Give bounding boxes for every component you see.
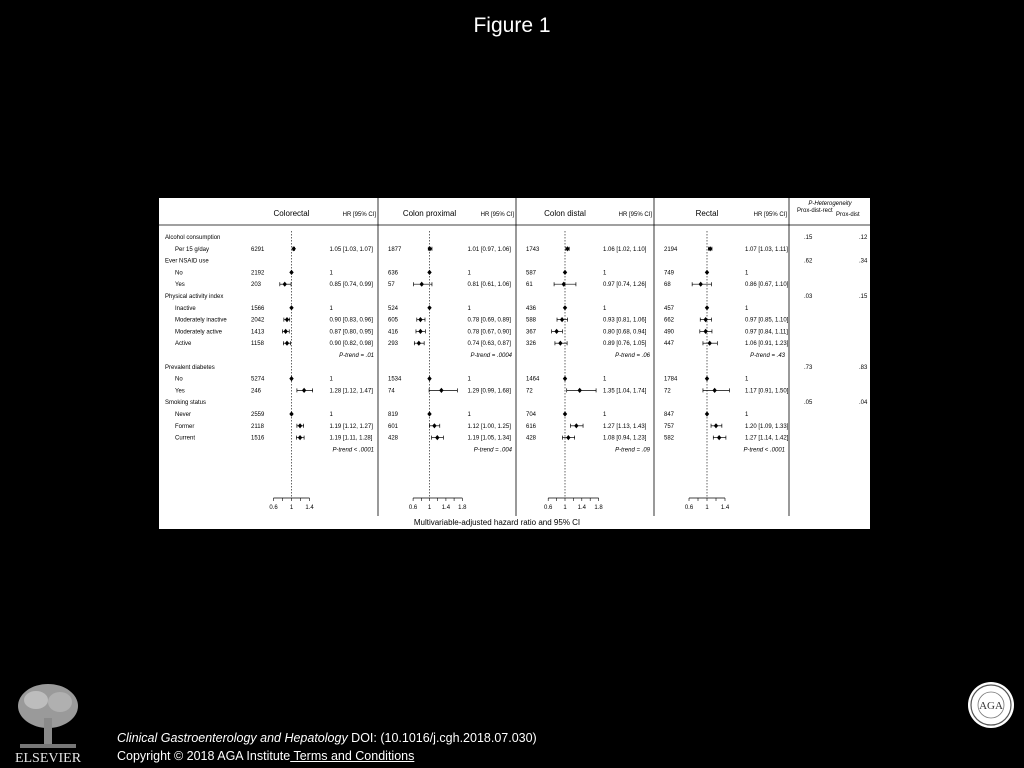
elsevier-tree-icon: [18, 684, 78, 748]
hr-estimate-text: 1.17 [0.91, 1.50]: [745, 388, 789, 395]
case-count: 1534: [388, 376, 402, 383]
x-tick-label: 1.4: [441, 505, 451, 511]
x-tick-label: 1.8: [458, 505, 467, 511]
hr-estimate-text: 1.20 [1.09, 1.33]: [745, 423, 789, 430]
case-count: 757: [664, 423, 675, 430]
case-count: 1158: [251, 341, 264, 348]
aga-seal-icon: [966, 680, 1016, 730]
hr-point: [418, 329, 422, 334]
hr-estimate-text: 0.90 [0.82, 0.98]: [329, 341, 373, 348]
hr-estimate-text: 1: [467, 376, 471, 383]
heterogeneity-value: .83: [859, 364, 868, 371]
hr-point: [699, 282, 703, 287]
hr-estimate-text: 1.01 [0.97, 1.06]: [467, 246, 511, 253]
hr-point: [705, 376, 709, 381]
hr-point: [714, 423, 718, 428]
case-count: 582: [664, 435, 675, 442]
x-axis-title: Multivariable-adjusted hazard ratio and 95% CI: [413, 518, 581, 527]
case-count: 616: [526, 423, 537, 430]
case-count: 1464: [526, 376, 540, 383]
group-label: Prevalent diabetes: [165, 364, 215, 371]
row-label: Inactive: [175, 305, 196, 312]
x-tick-label: 1.4: [305, 505, 314, 511]
hr-point: [705, 305, 709, 310]
group-label: Physical activity index: [165, 294, 224, 300]
forest-plot: [159, 198, 870, 529]
hr-point: [563, 411, 567, 416]
hr-estimate-text: 0.87 [0.80, 0.95]: [329, 329, 373, 336]
case-count: 61: [526, 282, 533, 289]
case-count: 72: [664, 388, 671, 395]
hr-estimate-text: 1: [329, 270, 333, 277]
copyright-line: [117, 749, 414, 763]
hr-estimate-text: 1: [329, 412, 333, 418]
hr-point: [417, 341, 421, 346]
elsevier-wordmark: ELSEVIER: [14, 751, 82, 764]
group-label: Alcohol consumption: [165, 235, 221, 241]
heterogeneity-value: .12: [859, 235, 868, 241]
hr-column-header: HR [95% CI]: [342, 212, 376, 218]
case-count: 416: [388, 329, 399, 336]
hr-estimate-text: 1: [745, 376, 749, 383]
x-tick-label: 0.6: [684, 505, 694, 511]
hr-point: [298, 423, 302, 428]
p-trend-text: P-trend < .0001: [743, 447, 785, 454]
copyright-text: Copyright © 2018 AGA Institute: [117, 749, 291, 763]
case-count: 457: [664, 305, 675, 312]
case-count: 68: [664, 282, 671, 289]
hr-point: [427, 270, 431, 275]
heterogeneity-col-1-header: Prox-dist-rect: [797, 208, 833, 214]
case-count: 636: [388, 270, 399, 277]
hr-estimate-text: 1.06 [1.02, 1.10]: [603, 246, 647, 253]
x-tick-label: 1: [289, 505, 294, 511]
hr-estimate-text: 1: [467, 412, 471, 418]
case-count: 293: [388, 341, 399, 348]
group-label: Ever NSAID use: [165, 258, 209, 265]
hr-point: [563, 270, 567, 275]
case-count: 662: [664, 317, 675, 324]
hr-estimate-text: 0.81 [0.61, 1.06]: [467, 282, 511, 289]
row-label: Yes: [175, 388, 185, 395]
case-count: 5274: [251, 376, 265, 383]
x-tick-label: 0.6: [269, 505, 278, 511]
hr-point: [554, 329, 558, 334]
p-trend-text: P-trend = .01: [339, 353, 374, 359]
case-count: 2118: [251, 423, 264, 430]
hr-point: [566, 435, 570, 440]
case-count: 428: [526, 435, 537, 442]
hr-point: [292, 246, 296, 251]
hr-estimate-text: 0.97 [0.74, 1.26]: [603, 282, 647, 289]
row-label: Moderately inactive: [175, 317, 227, 324]
hr-estimate-text: 1: [745, 270, 749, 277]
case-count: 428: [388, 435, 399, 442]
hr-estimate-text: 1.06 [0.91, 1.23]: [745, 341, 789, 348]
hr-point: [435, 435, 439, 440]
hr-point: [558, 341, 562, 346]
hr-point: [302, 388, 306, 393]
hr-estimate-text: 1.08 [0.94, 1.23]: [603, 435, 647, 442]
hr-point: [289, 376, 293, 381]
case-count: 588: [526, 317, 537, 324]
heterogeneity-value: .34: [859, 258, 868, 265]
hr-point: [285, 317, 289, 322]
case-count: 6291: [251, 246, 265, 253]
hr-estimate-text: 1: [467, 270, 471, 277]
case-count: 2194: [664, 246, 678, 253]
hr-column-header: HR [95% CI]: [480, 212, 514, 218]
panel-title: Colon proximal: [402, 209, 457, 218]
hr-estimate-text: 1.27 [1.13, 1.43]: [603, 423, 647, 430]
hr-estimate-text: 0.93 [0.81, 1.06]: [603, 317, 647, 324]
hr-point: [574, 423, 578, 428]
hr-point: [705, 411, 709, 416]
terms-link[interactable]: Terms and Conditions: [290, 749, 415, 763]
hr-estimate-text: 1.35 [1.04, 1.74]: [603, 388, 647, 395]
hr-point: [427, 305, 431, 310]
case-count: 203: [251, 282, 262, 289]
row-label: Never: [175, 412, 192, 418]
hr-column-header: HR [95% CI]: [618, 212, 652, 218]
hr-point: [285, 341, 289, 346]
hr-estimate-text: 1.19 [1.05, 1.34]: [467, 435, 511, 442]
row-label: Moderately active: [175, 329, 223, 336]
hr-point: [563, 376, 567, 381]
heterogeneity-value: .73: [804, 364, 813, 371]
hr-point: [298, 435, 302, 440]
x-tick-label: 1: [563, 505, 567, 511]
case-count: 704: [526, 412, 537, 418]
heterogeneity-value: .05: [804, 400, 813, 407]
row-label: Current: [175, 435, 196, 442]
hr-estimate-text: 1: [745, 412, 749, 418]
case-count: 2192: [251, 270, 265, 277]
aga-seal-text: AGA: [979, 700, 1003, 712]
x-tick-label: 1.4: [577, 505, 586, 511]
hr-estimate-text: 0.74 [0.63, 0.87]: [467, 341, 511, 348]
hr-point: [283, 282, 287, 287]
hr-estimate-text: 0.78 [0.67, 0.90]: [467, 329, 511, 336]
case-count: 819: [388, 412, 399, 418]
row-label: Per 15 g/day: [175, 246, 210, 253]
hr-estimate-text: 1.05 [1.03, 1.07]: [329, 246, 373, 253]
p-trend-text: P-trend = .004: [473, 447, 512, 454]
hr-point: [578, 388, 582, 393]
doi: DOI: (10.1016/j.cgh.2018.07.030): [347, 731, 537, 745]
hr-point: [717, 435, 721, 440]
case-count: 1743: [526, 246, 540, 253]
case-count: 1784: [664, 376, 678, 383]
hr-column-header: HR [95% CI]: [753, 212, 787, 218]
case-count: 1566: [251, 305, 265, 312]
forest-plot-figure: [159, 198, 870, 529]
journal-name: Clinical Gastroenterology and Hepatology: [117, 731, 348, 745]
row-label: Former: [175, 423, 195, 430]
figure-title: Figure 1: [473, 14, 551, 37]
row-label: Active: [175, 341, 192, 348]
heterogeneity-value: .15: [859, 294, 868, 300]
hr-estimate-text: 1.19 [1.12, 1.27]: [329, 423, 373, 430]
hr-point: [705, 270, 709, 275]
hr-estimate-text: 1: [603, 412, 607, 418]
hr-point: [289, 411, 293, 416]
row-label: No: [175, 270, 183, 277]
hr-estimate-text: 0.90 [0.83, 0.96]: [329, 317, 373, 324]
case-count: 587: [526, 270, 537, 277]
case-count: 72: [526, 388, 533, 395]
hr-estimate-text: 1: [745, 305, 749, 312]
case-count: 847: [664, 412, 675, 418]
case-count: 326: [526, 341, 537, 348]
hr-point: [439, 388, 443, 393]
hr-estimate-text: 1.28 [1.12, 1.47]: [329, 388, 373, 395]
panel-title: Rectal: [695, 209, 719, 218]
hr-estimate-text: 1.12 [1.00, 1.25]: [467, 423, 511, 430]
hr-point: [283, 329, 287, 334]
hr-estimate-text: 1: [467, 305, 471, 312]
heterogeneity-value: .62: [804, 258, 813, 265]
case-count: 2042: [251, 317, 265, 324]
case-count: 749: [664, 270, 675, 277]
hr-estimate-text: 0.89 [0.76, 1.05]: [603, 341, 647, 348]
case-count: 601: [388, 423, 399, 430]
hr-estimate-text: 1.07 [1.03, 1.11]: [745, 246, 788, 253]
hr-estimate-text: 0.78 [0.69, 0.89]: [467, 317, 511, 324]
hr-point: [712, 388, 716, 393]
p-trend-text: P-trend = .43: [750, 353, 785, 359]
panel-title: Colon distal: [544, 209, 586, 218]
hr-point: [708, 341, 712, 346]
hr-estimate-text: 1: [603, 270, 607, 277]
hr-estimate-text: 0.97 [0.84, 1.11]: [745, 329, 788, 336]
case-count: 490: [664, 329, 675, 336]
hr-estimate-text: 1: [603, 376, 607, 383]
hr-estimate-text: 0.86 [0.67, 1.10]: [745, 282, 789, 289]
case-count: 57: [388, 282, 395, 289]
heterogeneity-value: .04: [859, 400, 868, 407]
hr-estimate-text: 0.97 [0.85, 1.10]: [745, 317, 789, 324]
heterogeneity-col-2-header: Prox-dist: [836, 212, 860, 218]
case-count: 447: [664, 341, 675, 348]
hr-estimate-text: 1: [329, 305, 333, 312]
case-count: 524: [388, 305, 399, 312]
p-trend-text: P-trend = .09: [615, 447, 650, 454]
hr-point: [420, 282, 424, 287]
hr-estimate-text: 1: [603, 305, 607, 312]
heterogeneity-value: .15: [804, 235, 813, 241]
p-trend-text: P-trend < .0001: [332, 447, 374, 454]
hr-point: [427, 376, 431, 381]
hr-point: [289, 270, 293, 275]
hr-estimate-text: 0.85 [0.74, 0.99]: [329, 282, 373, 289]
x-tick-label: 1: [427, 505, 432, 511]
heterogeneity-value: .03: [804, 294, 813, 300]
x-tick-label: 1: [705, 505, 709, 511]
hr-point: [560, 317, 564, 322]
row-label: No: [175, 376, 183, 383]
p-trend-text: P-trend = .06: [615, 353, 650, 359]
elsevier-logo: [10, 680, 86, 764]
hr-point: [418, 317, 422, 322]
row-label: Yes: [175, 282, 185, 289]
hr-point: [427, 411, 431, 416]
case-count: 1877: [388, 246, 402, 253]
citation: [117, 731, 537, 745]
x-tick-label: 1.8: [594, 505, 603, 511]
case-count: 605: [388, 317, 399, 324]
case-count: 74: [388, 388, 395, 395]
case-count: 436: [526, 305, 537, 312]
heterogeneity-header: P-Heterogeneity: [808, 201, 852, 207]
case-count: 246: [251, 388, 262, 395]
hr-estimate-text: 1.27 [1.14, 1.42]: [745, 435, 789, 442]
hr-point: [289, 305, 293, 310]
panel-title: Colorectal: [273, 209, 310, 218]
x-tick-label: 1.4: [720, 505, 730, 511]
p-trend-text: P-trend = .0004: [470, 353, 512, 359]
hr-estimate-text: 0.80 [0.68, 0.94]: [603, 329, 647, 336]
case-count: 2559: [251, 412, 265, 418]
group-label: Smoking status: [165, 400, 207, 407]
hr-estimate-text: 1.29 [0.99, 1.68]: [467, 388, 511, 395]
hr-estimate-text: 1: [329, 376, 333, 383]
case-count: 1413: [251, 329, 265, 336]
hr-estimate-text: 1.19 [1.11, 1.28]: [329, 435, 373, 442]
x-tick-label: 0.6: [544, 505, 553, 511]
case-count: 367: [526, 329, 537, 336]
hr-point: [563, 305, 567, 310]
hr-point: [432, 423, 436, 428]
x-tick-label: 0.6: [408, 505, 418, 511]
case-count: 1516: [251, 435, 265, 442]
